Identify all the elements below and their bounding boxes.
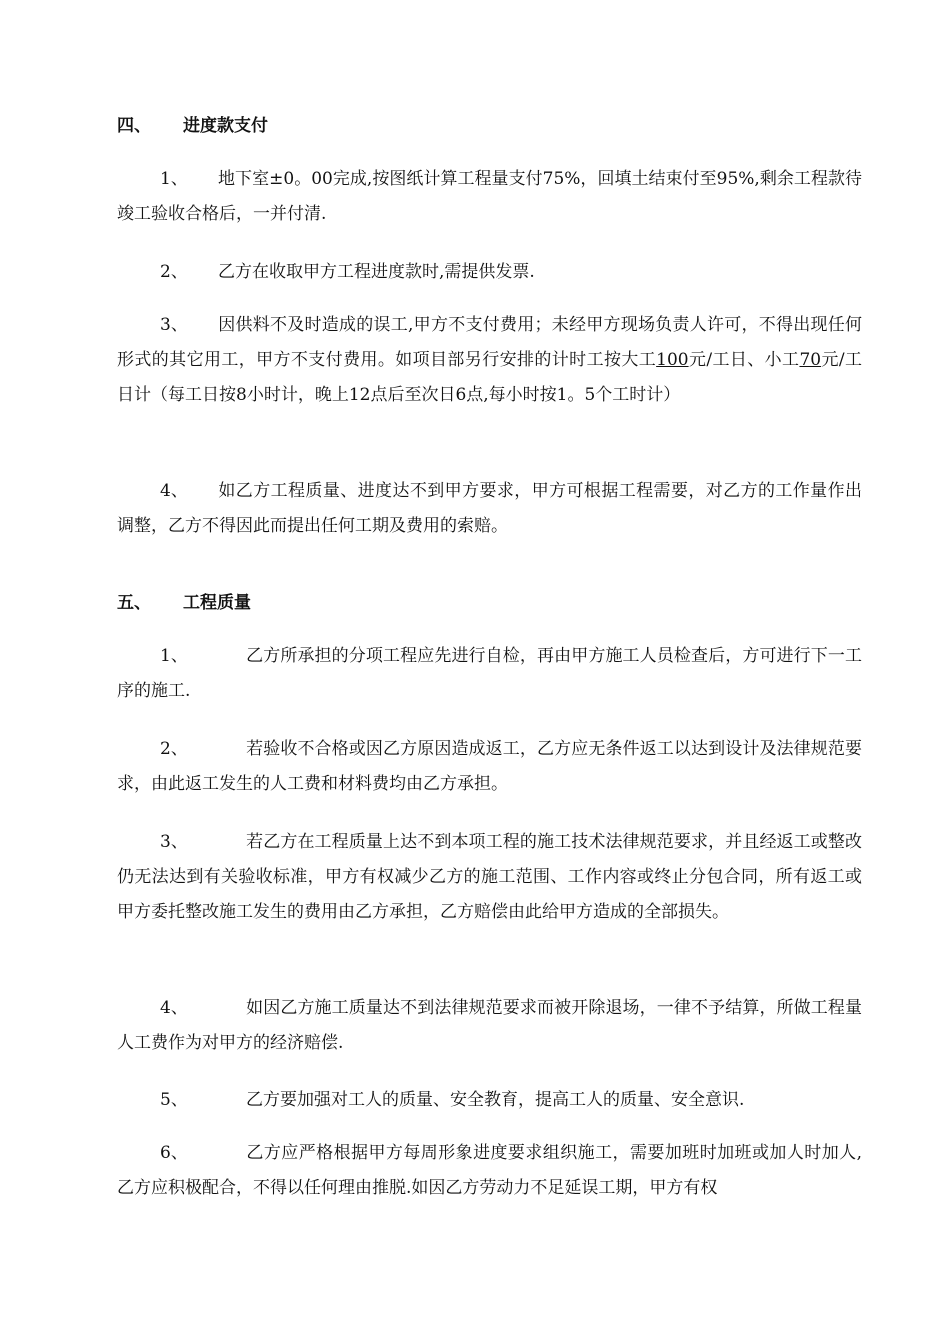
- clause-text: 乙方所承担的分项工程应先进行自检，再由甲方施工人员检查后，方可进行下一工序的施工.: [117, 646, 862, 701]
- clause-5-1: [117, 639, 862, 709]
- clause-5-6: [117, 1136, 862, 1206]
- section-heading-5: [117, 593, 251, 613]
- clause-number: 4、: [160, 998, 188, 1018]
- section-number: 五、: [117, 593, 151, 613]
- daily-rate-skilled: 100: [656, 350, 689, 370]
- clause-text: 乙方要加强对工人的质量、安全教育，提高工人的质量、安全意识.: [246, 1090, 745, 1110]
- section-title: 进度款支付: [183, 116, 268, 136]
- clause-5-4: [117, 991, 862, 1061]
- clause-number: 3、: [160, 315, 188, 335]
- clause-text: 若验收不合格或因乙方原因造成返工，乙方应无条件返工以达到设计及法律规范要求，由此返工发生的人工费和材料费均由乙方承担。: [117, 739, 862, 794]
- clause-number: 1、: [160, 646, 188, 666]
- clause-text: 乙方应严格根据甲方每周形象进度要求组织施工，需要加班时加班或加人时加人,乙方应积极配合，不得以任何理由推脱.如因乙方劳动力不足延误工期，甲方有权: [117, 1143, 862, 1198]
- clause-text: 如乙方工程质量、进度达不到甲方要求，甲方可根据工程需要，对乙方的工作量作出调整，乙方不得因此而提出任何工期及费用的索赔。: [117, 481, 862, 536]
- clause-text: 如因乙方施工质量达不到法律规范要求而被开除退场，一律不予结算，所做工程量人工费作为对甲方的经济赔偿.: [117, 998, 862, 1053]
- clause-number: 2、: [160, 739, 188, 759]
- clause-4-1: [117, 162, 862, 232]
- clause-text: 乙方在收取甲方工程进度款时,需提供发票.: [218, 262, 535, 282]
- daily-rate-helper: 70: [799, 350, 822, 370]
- clause-text: 元/工日计（每工日按8小时计，晚上12点后至次日6点,每小时按1。5个工时计）: [117, 350, 862, 405]
- clause-text: 地下室±0。00完成,按图纸计算工程量支付75%，回填土结束付至95%,剩余工程款待竣工验收合格后，一并付清.: [117, 169, 862, 224]
- clause-number: 2、: [160, 262, 188, 282]
- clause-number: 5、: [160, 1090, 188, 1110]
- clause-5-3: [117, 825, 862, 930]
- section-title: 工程质量: [183, 593, 251, 613]
- clause-4-3: [117, 308, 862, 413]
- clause-text: 因供料不及时造成的误工,甲方不支付费用；未经甲方现场负责人许可，不得出现任何形式的其它用工，甲方不支付费用。如项目部另行安排的计时工按大工: [117, 315, 862, 370]
- clause-5-2: [117, 732, 862, 802]
- clause-4-2: [117, 255, 862, 290]
- clause-number: 4、: [160, 481, 188, 501]
- clause-number: 6、: [160, 1143, 188, 1163]
- clause-text: 元/工日、小工: [688, 350, 800, 370]
- clause-4-4: [117, 474, 862, 544]
- clause-number: 3、: [160, 832, 188, 852]
- section-heading-4: [117, 116, 268, 136]
- clause-5-5: [117, 1083, 862, 1118]
- clause-number: 1、: [160, 169, 188, 189]
- clause-text: 若乙方在工程质量上达不到本项工程的施工技术法律规范要求，并且经返工或整改仍无法达到有关验收标准，甲方有权减少乙方的施工范围、工作内容或终止分包合同，所有返工或甲方委托整改施工发生的费用由乙方承担，乙方赔偿由此给甲方造成的全部损失。: [117, 832, 862, 922]
- section-number: 四、: [117, 116, 151, 136]
